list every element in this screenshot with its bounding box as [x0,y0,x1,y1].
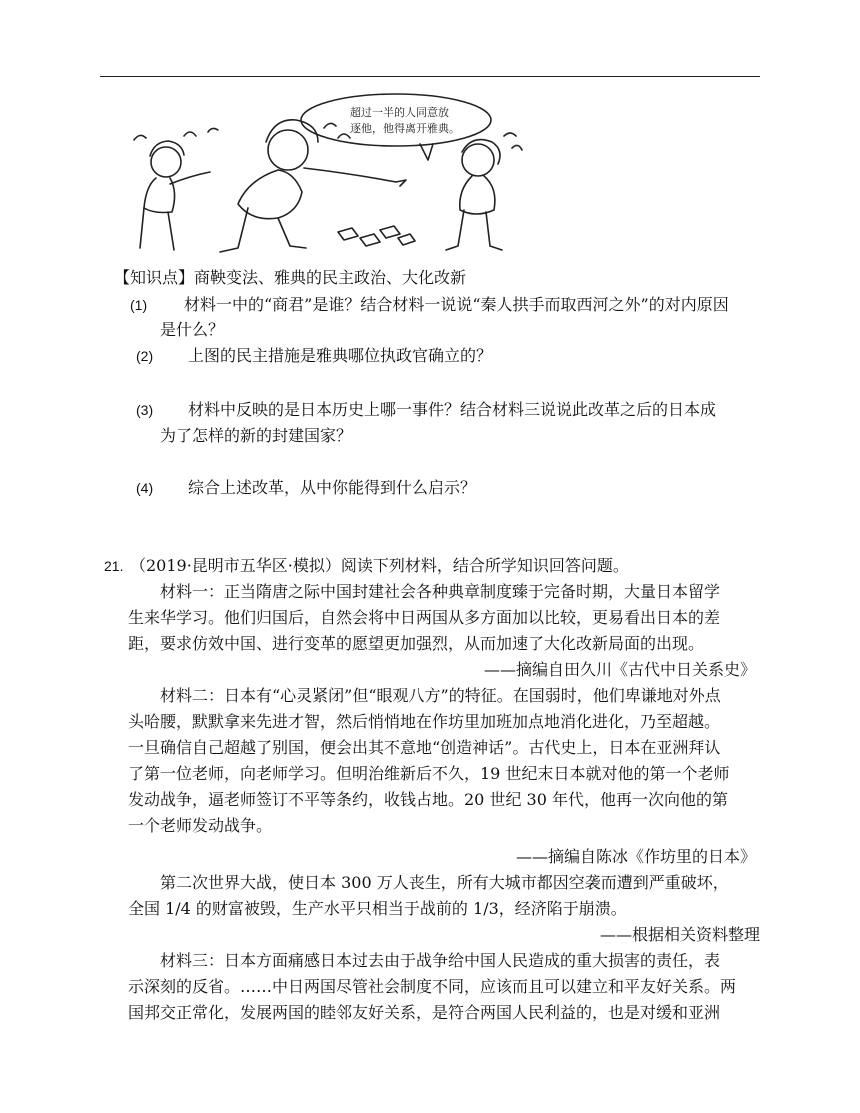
question-3-line-1: 材料中反映的是日本历史上哪一事件？结合材料三说说此改革之后的日本成 [188,400,717,419]
material-2-line-3: 一旦确信自己超越了别国，便会出其不意地“创造神话”。古代史上，日本在亚洲拜认 [128,738,721,757]
question-4-number: (4) [136,480,154,496]
material-2b-source: ——根据相关资料整理 [599,925,760,944]
material-2-line-1: 材料二：日本有“心灵紧闭”但“眼观八方”的特征。在国弱时，他们卑谦地对外点 [160,686,721,705]
question-1-line-1: 材料一中的“商君”是谁？结合材料一说说“秦人拱手而取西河之外”的对内原因 [184,295,729,314]
question-21-header: （2019·昆明市五华区·模拟）阅读下列材料，结合所学知识回答问题。 [130,556,629,575]
material-3-line-3: 国邦交正常化，发展两国的睦邻友好关系，是符合两国人民利益的，也是对缓和亚洲 [128,1003,721,1022]
material-3-line-2: 示深刻的反省。……中日两国尽管社会制度不同，应该而且可以建立和平友好关系。两 [128,977,737,996]
knowledge-point: 【知识点】商鞅变法、雅典的民主政治、大化改新 [114,268,467,287]
material-2-line-5: 发动战争，逼老师签订不平等条约，收钱占地。20 世纪 30 年代，他再一次向他的第 [128,790,728,809]
material-2b-line-2: 全国 1/4 的财富被毁，生产水平只相当于战前的 1/3，经济陷于崩溃。 [128,899,627,918]
material-3-line-1: 材料三：日本方面痛感日本过去由于战争给中国人民造成的重大损害的责任，表 [160,951,721,970]
material-2-source: ——摘编自陈冰《作坊里的日本》 [515,847,756,866]
speech-line-1: 超过一半的人同意放 [350,106,449,119]
material-2-line-4: 了第一位老师，向老师学习。但明治维新后不久，19 世纪末日本就对他的第一个老师 [128,764,730,783]
speech-line-2: 逐他，他得离开雅典。 [350,122,460,135]
material-1-line-2: 生来华学习。他们归国后，自然会将中日两国从多方面加以比较，更易看出日本的差 [128,608,721,627]
question-3-line-2: 为了怎样的新的封建国家？ [160,426,353,445]
material-2-line-6: 一个老师发动战争。 [128,816,273,835]
question-1-line-2: 是什么？ [160,320,225,339]
question-1-number: (1) [130,297,148,313]
material-2b-line-1: 第二次世界大战，使日本 300 万人丧生，所有大城市都因空袭而遭到严重破坏， [160,873,729,892]
cartoon-illustration [128,92,538,260]
question-3-number: (3) [136,402,154,418]
material-2-line-2: 头哈腰，默默拿来先进才智，然后悄悄地在作坊里加班加点地消化进化，乃至超越。 [128,712,721,731]
material-1-line-3: 距，要求仿效中国、进行变革的愿望更加强烈，从而加速了大化改新局面的出现。 [128,634,705,653]
material-1-source: ——摘编自田久川《古代中日关系史》 [483,660,756,679]
question-4-line-1: 综合上述改革，从中你能得到什么启示？ [188,478,477,497]
material-1-line-1: 材料一：正当隋唐之际中国封建社会各种典章制度臻于完备时期，大量日本留学 [160,582,721,601]
question-2-line-1: 上图的民主措施是雅典哪位执政官确立的？ [188,346,493,365]
question-2-number: (2) [136,348,154,364]
header-rule [100,76,760,77]
question-21-number: 21. [104,558,124,574]
